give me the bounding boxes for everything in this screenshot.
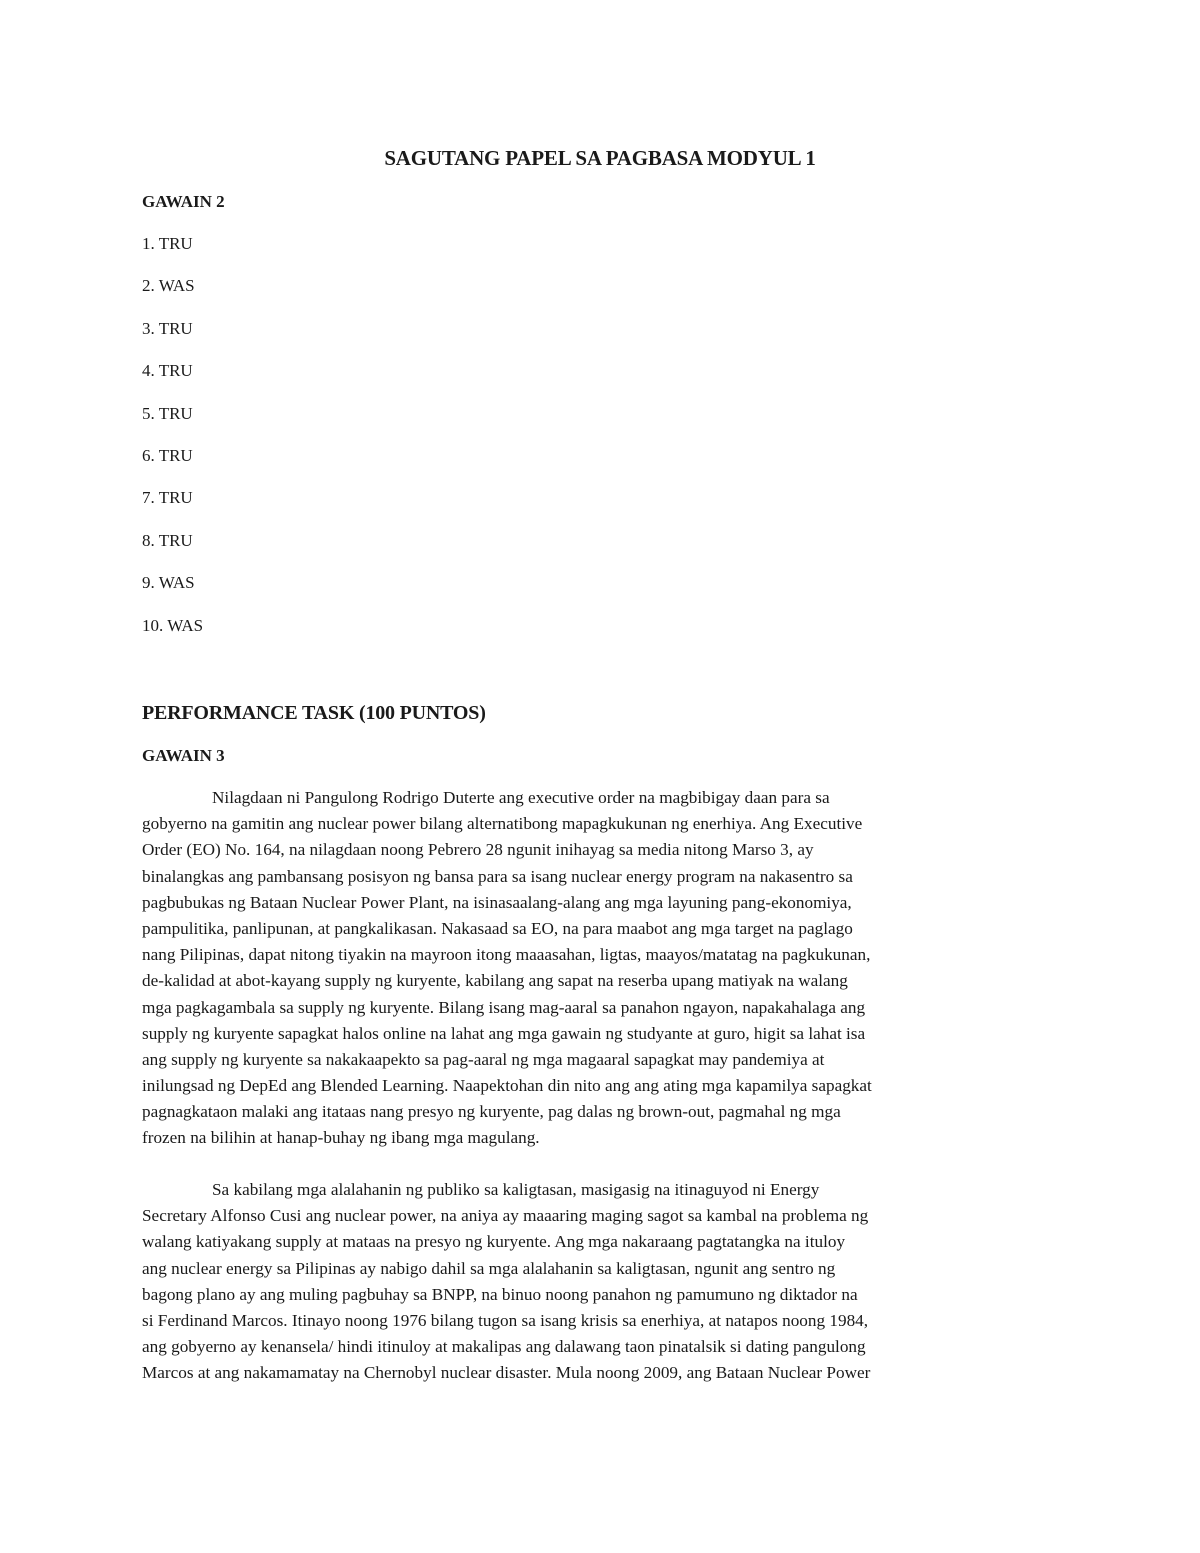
paragraph-line: pagnagkataon malaki ang itataas nang presyo ng kuryente, pag dalas ng brown-out, pagmahal ng mga (142, 1102, 841, 1122)
paragraph-line: Sa kabilang mga alalahanin ng publiko sa kaligtasan, masigasig na itinaguyod ni Energy (212, 1180, 820, 1199)
answer-item: 9. WAS (142, 573, 195, 593)
answer-item: 10. WAS (142, 615, 204, 635)
answer-item: 3. TRU (142, 318, 193, 338)
paragraph-line: si Ferdinand Marcos. Itinayo noong 1976 bilang tugon sa isang krisis sa enerhiya, at natapos noong 1984, (142, 1310, 869, 1330)
paragraph-line: walang katiyakang supply at mataas na presyo ng kuryente. Ang mga nakaraang pagtatangka na ituloy (142, 1232, 846, 1252)
section-heading-gawain-2: GAWAIN 2 (142, 192, 225, 211)
paragraph-line: supply ng kuryente sapagkat halos online na lahat ang mga gawain ng studyante at guro, higit sa lahat isa (142, 1023, 866, 1043)
page-title: SAGUTANG PAPEL SA PAGBASA MODYUL 1 (384, 146, 816, 170)
paragraph-line: ang supply ng kuryente sa nakakaapekto sa pag-aaral ng mga magaaral sapagkat may pandemiya at (142, 1049, 825, 1069)
paragraph-line: mga pagkagambala sa supply ng kuryente. Bilang isang mag-aaral sa panahon ngayon, napakahalaga ang (142, 997, 866, 1017)
paragraph-line: gobyerno na gamitin ang nuclear power bilang alternatibong mapagkukunan ng enerhiya. Ang Executive (142, 814, 863, 834)
answer-item: 6. TRU (142, 445, 193, 465)
paragraph-line: ang nuclear energy sa Pilipinas ay nabigo dahil sa mga alalahanin sa kaligtasan, ngunit ang sentro ng (142, 1258, 836, 1278)
paragraph-line: frozen na bilihin at hanap-buhay ng ibang mga magulang. (142, 1128, 540, 1148)
answer-item: 7. TRU (142, 488, 193, 508)
answer-item: 8. TRU (142, 530, 193, 550)
paragraph-line: Nilagdaan ni Pangulong Rodrigo Duterte ang executive order na magbibigay daan para sa (212, 788, 830, 807)
paragraph-line: Secretary Alfonso Cusi ang nuclear power, na aniya ay maaaring maging sagot sa kambal na problema ng (142, 1206, 869, 1226)
essay-paragraph-1 (142, 785, 1062, 1152)
paragraph-line: pampulitika, panlipunan, at pangkalikasan. Nakasaad sa EO, na para maabot ang mga target na paglago (142, 918, 853, 938)
answer-list (142, 233, 203, 657)
answer-item: 1. TRU (142, 234, 193, 253)
paragraph-line: Marcos at ang nakamamatay na Chernobyl nuclear disaster. Mula noong 2009, ang Bataan Nuclear Power (142, 1363, 871, 1383)
paragraph-line: inilungsad ng DepEd ang Blended Learning. Naapektohan din nito ang ang ating mga kapamilya sapagkat (142, 1076, 872, 1096)
paragraph-line: pagbubukas ng Bataan Nuclear Power Plant, na isinasaalang-alang ang mga layuning pang-ekonomiya, (142, 892, 852, 912)
section-heading-performance-task: PERFORMANCE TASK (100 PUNTOS) (142, 702, 486, 724)
answer-item: 2. WAS (142, 276, 195, 296)
answer-item: 4. TRU (142, 361, 193, 381)
answer-item: 5. TRU (142, 403, 193, 423)
paragraph-line: Order (EO) No. 164, na nilagdaan noong Pebrero 28 ngunit inihayag sa media nitong Marso 3, ay (142, 840, 814, 860)
paragraph-line: bagong plano ay ang muling pagbuhay sa BNPP, na binuo noong panahon ng pamumuno ng diktador na (142, 1284, 858, 1304)
paragraph-line: ang gobyerno ay kenansela/ hindi itinuloy at makalipas ang dalawang taon pinatalsik si dating pangulong (142, 1337, 866, 1357)
essay-paragraph-2 (142, 1177, 1062, 1387)
paragraph-line: binalangkas ang pambansang posisyon ng bansa para sa isang nuclear energy program na nakasentro sa (142, 866, 853, 886)
paragraph-line: nang Pilipinas, dapat nitong tiyakin na mayroon itong maaasahan, ligtas, maayos/matatag na pagkukunan, (142, 945, 871, 965)
section-heading-gawain-3: GAWAIN 3 (142, 746, 225, 765)
paragraph-line: de-kalidad at abot-kayang supply ng kuryente, kabilang ang sapat na reserba upang matiyak na walang (142, 971, 848, 991)
